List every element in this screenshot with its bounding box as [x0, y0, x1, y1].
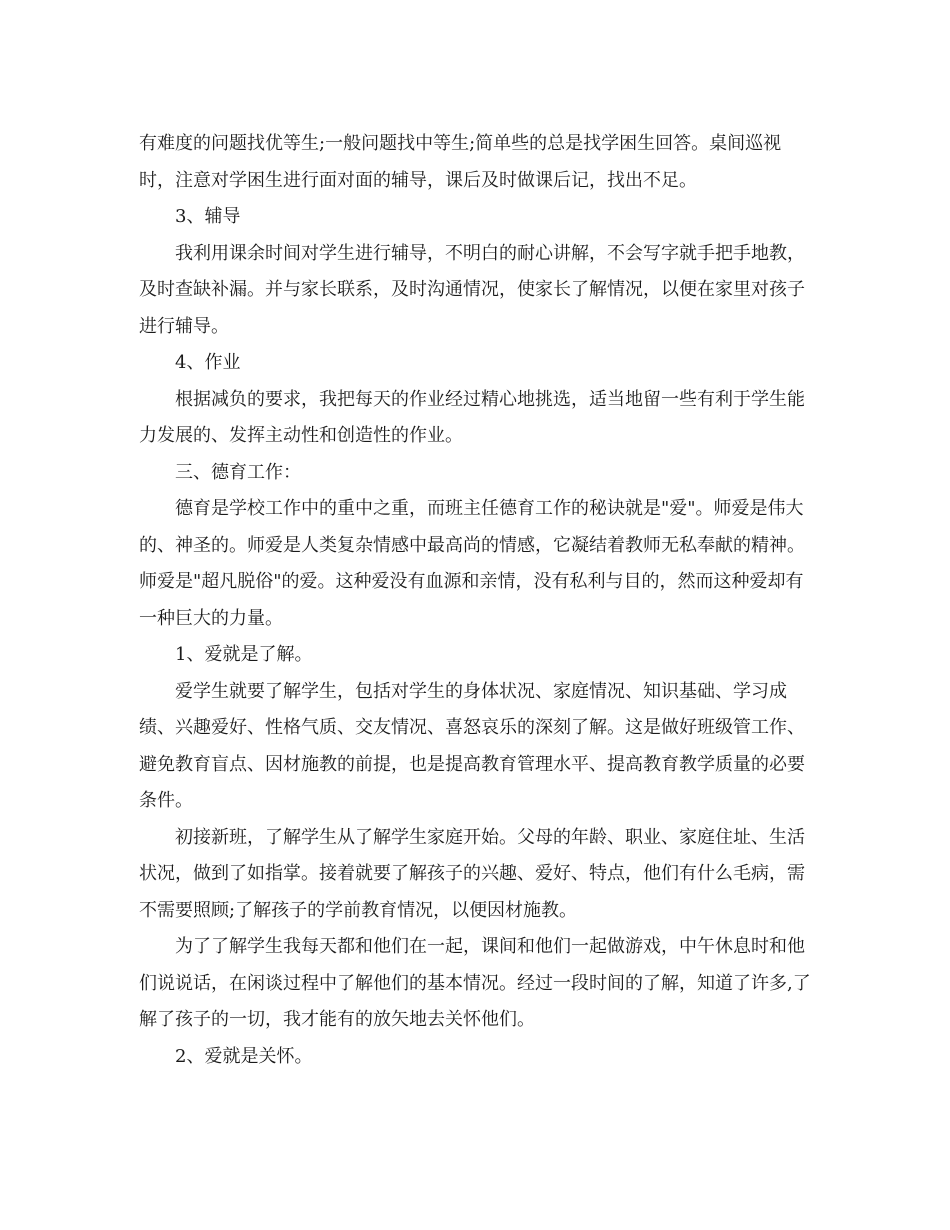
paragraph-daily-contact: 为了了解学生我每天都和他们在一起，课间和他们一起做游戏，中午休息时和他们说说话，在闲谈过程中了解他们的基本情况。经过一段时间的了解，知道了许多,了解了孩子的一切，我才能有的放矢地去关怀他们。	[139, 936, 811, 1030]
paragraph-new-class: 初接新班，了解学生从了解学生家庭开始。父母的年龄、职业、家庭住址、生活状况，做到了如指掌。接着就要了解孩子的兴趣、爱好、特点，他们有什么毛病，需不需要照顾;了解孩子的学前教育情况，以便因材施教。	[139, 826, 805, 921]
document-body	[139, 126, 815, 1075]
paragraph-moral-education: 德育是学校工作中的重中之重，而班主任德育工作的秘诀就是"爱"。师爱是伟大的、神圣的。师爱是人类复杂情感中最高尚的情感，它凝结着教师无私奉献的精神。师爱是"超凡脱俗"的爱。这种爱没有血源和亲情，没有私利与目的，然而这种爱却有一种巨大的力量。	[139, 498, 805, 629]
section-heading-tutoring: 3、辅导	[175, 206, 241, 227]
section-heading-moral-education: 三、德育工作：	[175, 461, 301, 483]
section-heading-homework: 4、作业	[175, 352, 241, 373]
section-heading-love-is-understanding: 1、爱就是了解。	[175, 644, 313, 665]
paragraph-continuation: 有难度的问题找优等生;一般问题找中等生;简单些的总是找学困生回答。桌间巡视时，注意对学困生进行面对面的辅导，课后及时做课后记，找出不足。	[139, 133, 782, 191]
paragraph-tutoring: 我利用课余时间对学生进行辅导，不明白的耐心讲解，不会写字就手把手地教，及时查缺补漏。并与家长联系，及时沟通情况，使家长了解情况，以便在家里对孩子进行辅导。	[139, 242, 805, 337]
paragraph-understanding-students: 爱学生就要了解学生，包括对学生的身体状况、家庭情况、知识基础、学习成绩、兴趣爱好、性格气质、交友情况、喜怒哀乐的深刻了解。这是做好班级管工作、避免教育盲点、因材施教的前提，也是提高教育管理水平、提高教育教学质量的必要条件。	[139, 680, 805, 811]
section-heading-love-is-care: 2、爱就是关怀。	[175, 1045, 313, 1067]
paragraph-homework: 根据减负的要求，我把每天的作业经过精心地挑选，适当地留一些有利于学生能力发展的、发挥主动性和创造性的作业。	[139, 388, 805, 446]
